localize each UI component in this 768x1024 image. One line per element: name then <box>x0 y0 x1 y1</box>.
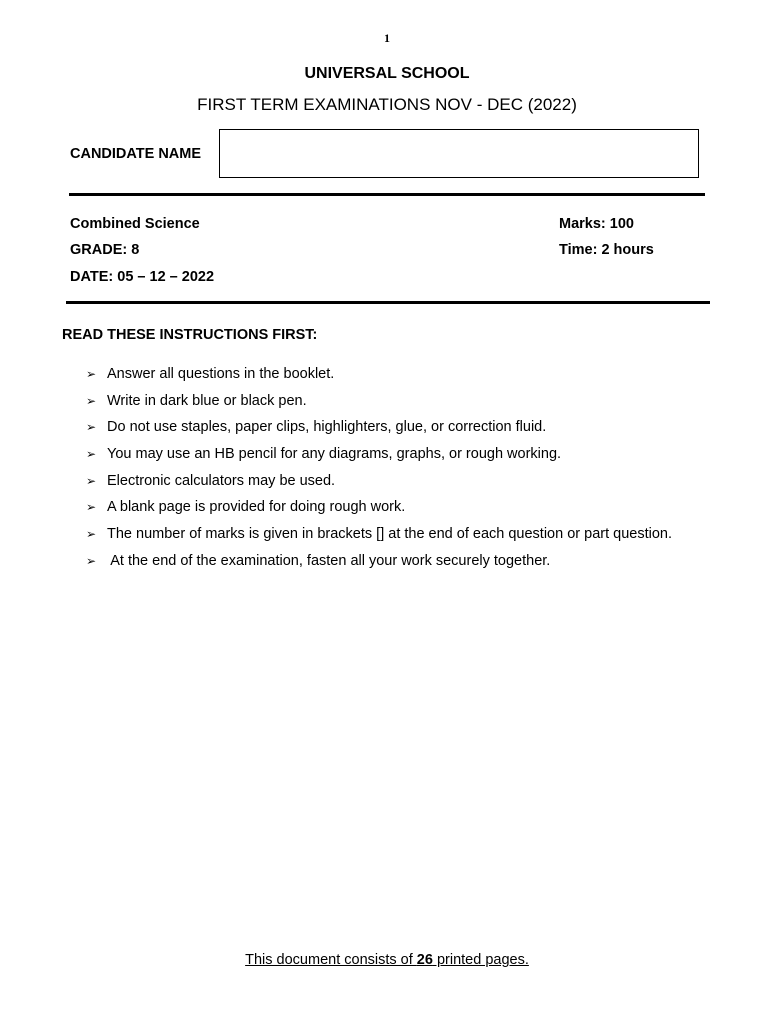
arrow-bullet-icon: ➢ <box>86 527 97 542</box>
page-count-prefix: This document consists of <box>245 952 417 968</box>
exam-title: FIRST TERM EXAMINATIONS NOV - DEC (2022) <box>197 95 577 114</box>
date-label: DATE: 05 – 12 – 2022 <box>70 269 215 285</box>
instruction-text: At the end of the examination, fasten all your work securely together. <box>107 552 551 569</box>
page-count-suffix: printed pages. <box>432 952 529 968</box>
top-divider <box>69 193 705 196</box>
instruction-item <box>86 499 672 526</box>
page-count-number: 26 <box>416 952 433 968</box>
candidate-name-field[interactable] <box>219 129 699 178</box>
page-count-note <box>0 952 768 968</box>
instruction-text: Write in dark blue or black pen. <box>107 392 307 409</box>
instruction-item <box>86 366 672 393</box>
instruction-text: Do not use staples, paper clips, highlighters, glue, or correction fluid. <box>107 419 547 436</box>
instructions-list <box>86 366 672 580</box>
instruction-item <box>86 473 672 500</box>
arrow-bullet-icon: ➢ <box>86 420 97 435</box>
instruction-item <box>86 419 672 446</box>
arrow-bullet-icon: ➢ <box>86 553 97 568</box>
instruction-text: A blank page is provided for doing rough work. <box>107 499 406 516</box>
time-label: Time: 2 hours <box>559 242 654 258</box>
instruction-text: The number of marks is given in brackets [] at the end of each question or part question. <box>107 526 673 543</box>
page-count-text <box>245 952 529 968</box>
instruction-text: Answer all questions in the booklet. <box>107 366 335 382</box>
arrow-bullet-icon: ➢ <box>86 473 97 488</box>
school-name: UNIVERSAL SCHOOL <box>304 65 470 82</box>
instruction-text: You may use an HB pencil for any diagrams, graphs, or rough working. <box>107 446 562 463</box>
instruction-item <box>86 393 672 420</box>
arrow-bullet-icon: ➢ <box>86 367 97 381</box>
candidate-name-label: CANDIDATE NAME <box>70 146 202 162</box>
instruction-item <box>86 526 672 553</box>
arrow-bullet-icon: ➢ <box>86 500 97 515</box>
instruction-text: Electronic calculators may be used. <box>107 472 336 489</box>
arrow-bullet-icon: ➢ <box>86 393 97 408</box>
subject-label: Combined Science <box>70 216 200 232</box>
marks-label: Marks: 100 <box>559 216 634 232</box>
bottom-divider <box>66 301 710 304</box>
instruction-item <box>86 446 672 473</box>
instructions-heading: READ THESE INSTRUCTIONS FIRST: <box>62 327 318 343</box>
grade-label: GRADE: 8 <box>70 242 140 258</box>
instruction-item <box>86 553 672 580</box>
page-number: 1 <box>384 31 390 45</box>
arrow-bullet-icon: ➢ <box>86 447 97 462</box>
